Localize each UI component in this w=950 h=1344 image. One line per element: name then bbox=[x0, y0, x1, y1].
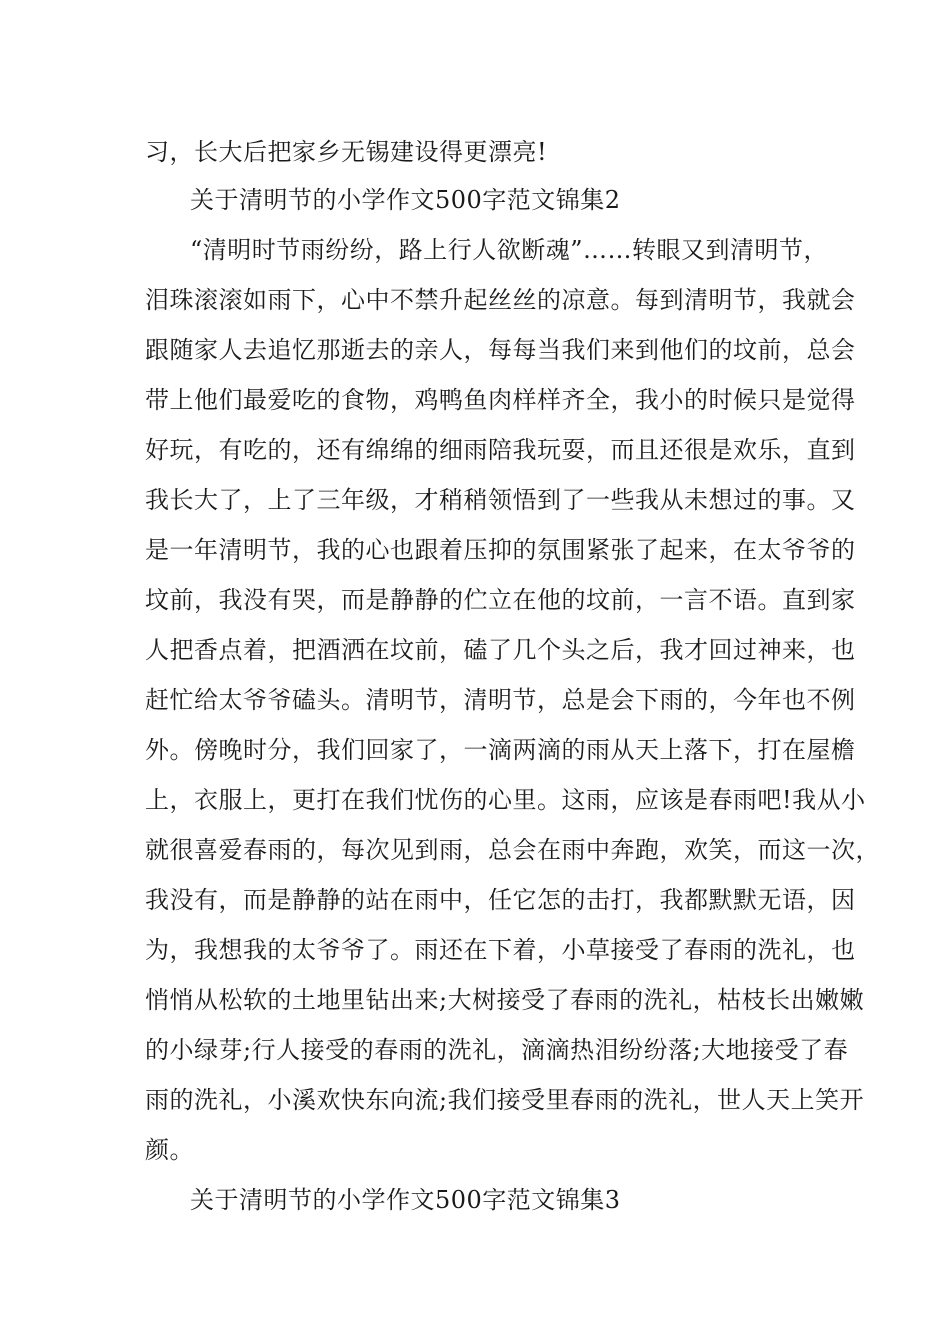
body-line: 坟前，我没有哭，而是静静的伫立在他的坟前，一言不语。直到家 bbox=[145, 586, 856, 614]
body-line: 好玩，有吃的，还有绵绵的细雨陪我玩耍，而且还很是欢乐，直到 bbox=[145, 436, 856, 464]
body-line: 泪珠滚滚如雨下，心中不禁升起丝丝的凉意。每到清明节，我就会 bbox=[145, 286, 856, 314]
body-line: “清明时节雨纷纷，路上行人欲断魂”……转眼又到清明节， bbox=[190, 236, 829, 264]
section-heading-3: 关于清明节的小学作文500字范文锦集3 bbox=[190, 1186, 621, 1214]
body-line: 就很喜爱春雨的，每次见到雨，总会在雨中奔跑，欢笑，而这一次， bbox=[145, 836, 880, 864]
body-line: 颜。 bbox=[145, 1136, 194, 1164]
body-line: 赶忙给太爷爷磕头。清明节，清明节，总是会下雨的，今年也不例 bbox=[145, 686, 856, 714]
body-line: 我没有，而是静静的站在雨中，任它怎的击打，我都默默无语，因 bbox=[145, 886, 856, 914]
section-heading-2: 关于清明节的小学作文500字范文锦集2 bbox=[190, 186, 621, 214]
body-line: 是一年清明节，我的心也跟着压抑的氛围紧张了起来，在太爷爷的 bbox=[145, 536, 856, 564]
body-line: 为，我想我的太爷爷了。雨还在下着，小草接受了春雨的洗礼，也 bbox=[145, 936, 856, 964]
body-line: 雨的洗礼，小溪欢快东向流;我们接受里春雨的洗礼，世人天上笑开 bbox=[145, 1086, 865, 1114]
paragraph-end-line: 习，长大后把家乡无锡建设得更漂亮! bbox=[145, 138, 548, 166]
body-line: 的小绿芽;行人接受的春雨的洗礼，滴滴热泪纷纷落;大地接受了春 bbox=[145, 1036, 849, 1064]
body-line: 悄悄从松软的土地里钻出来;大树接受了春雨的洗礼，枯枝长出嫩嫩 bbox=[145, 986, 865, 1014]
body-line: 人把香点着，把酒洒在坟前，磕了几个头之后，我才回过神来，也 bbox=[145, 636, 856, 664]
body-line: 带上他们最爱吃的食物，鸡鸭鱼肉样样齐全，我小的时候只是觉得 bbox=[145, 386, 856, 414]
body-line: 外。傍晚时分，我们回家了，一滴两滴的雨从天上落下，打在屋檐 bbox=[145, 736, 856, 764]
body-line: 上，衣服上，更打在我们忧伤的心里。这雨，应该是春雨吧!我从小 bbox=[145, 786, 866, 814]
body-line: 跟随家人去追忆那逝去的亲人，每每当我们来到他们的坟前，总会 bbox=[145, 336, 856, 364]
body-line: 我长大了，上了三年级，才稍稍领悟到了一些我从未想过的事。又 bbox=[145, 486, 856, 514]
